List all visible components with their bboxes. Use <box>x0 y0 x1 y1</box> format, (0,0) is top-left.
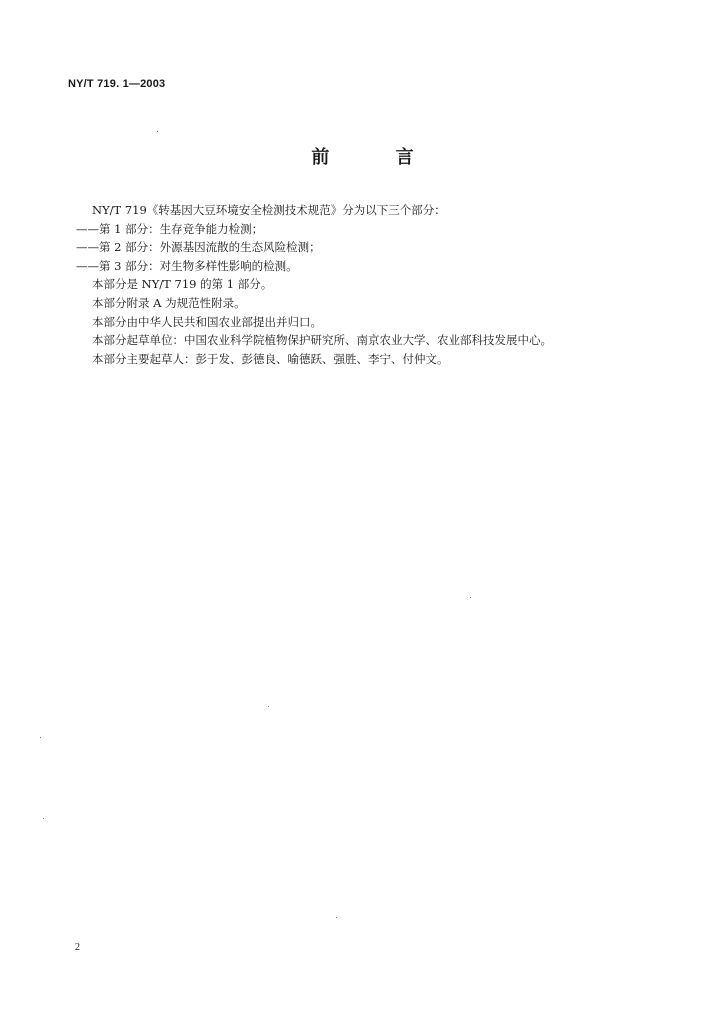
preface-paragraph: 本部分由中华人民共和国农业部提出并归口。 <box>92 314 322 329</box>
scan-speck <box>40 737 41 738</box>
preface-paragraph: 本部分起草单位：中国农业科学院植物保护研究所、南京农业大学、农业部科技发展中心。 <box>92 333 552 348</box>
preface-list-item: ——第 1 部分：生存竞争能力检测； <box>76 221 264 236</box>
scan-speck <box>470 597 471 598</box>
preface-paragraph: 本部分附录 A 为规范性附录。 <box>92 295 246 310</box>
preface-paragraph: NY/T 719《转基因大豆环境安全检测技术规范》分为以下三个部分： <box>92 203 446 217</box>
preface-body <box>76 201 676 368</box>
preface-paragraph: 本部分主要起草人：彭于发、彭德良、喻德跃、强胜、李宁、付仲文。 <box>92 351 449 366</box>
preface-list-item: ——第 2 部分：外源基因流散的生态风险检测； <box>76 240 321 255</box>
scan-speck <box>157 131 158 132</box>
page-title: 前 言 <box>311 147 444 168</box>
scan-speck <box>268 706 269 707</box>
page-number: 2 <box>75 942 80 953</box>
preface-list-item: ——第 3 部分：对生物多样性影响的检测。 <box>76 258 298 273</box>
standard-code: NY/T 719. 1—2003 <box>68 78 166 90</box>
preface-paragraph: 本部分是 NY/T 719 的第 1 部分。 <box>92 277 273 292</box>
scan-speck <box>336 917 337 918</box>
scan-speck <box>43 818 44 819</box>
